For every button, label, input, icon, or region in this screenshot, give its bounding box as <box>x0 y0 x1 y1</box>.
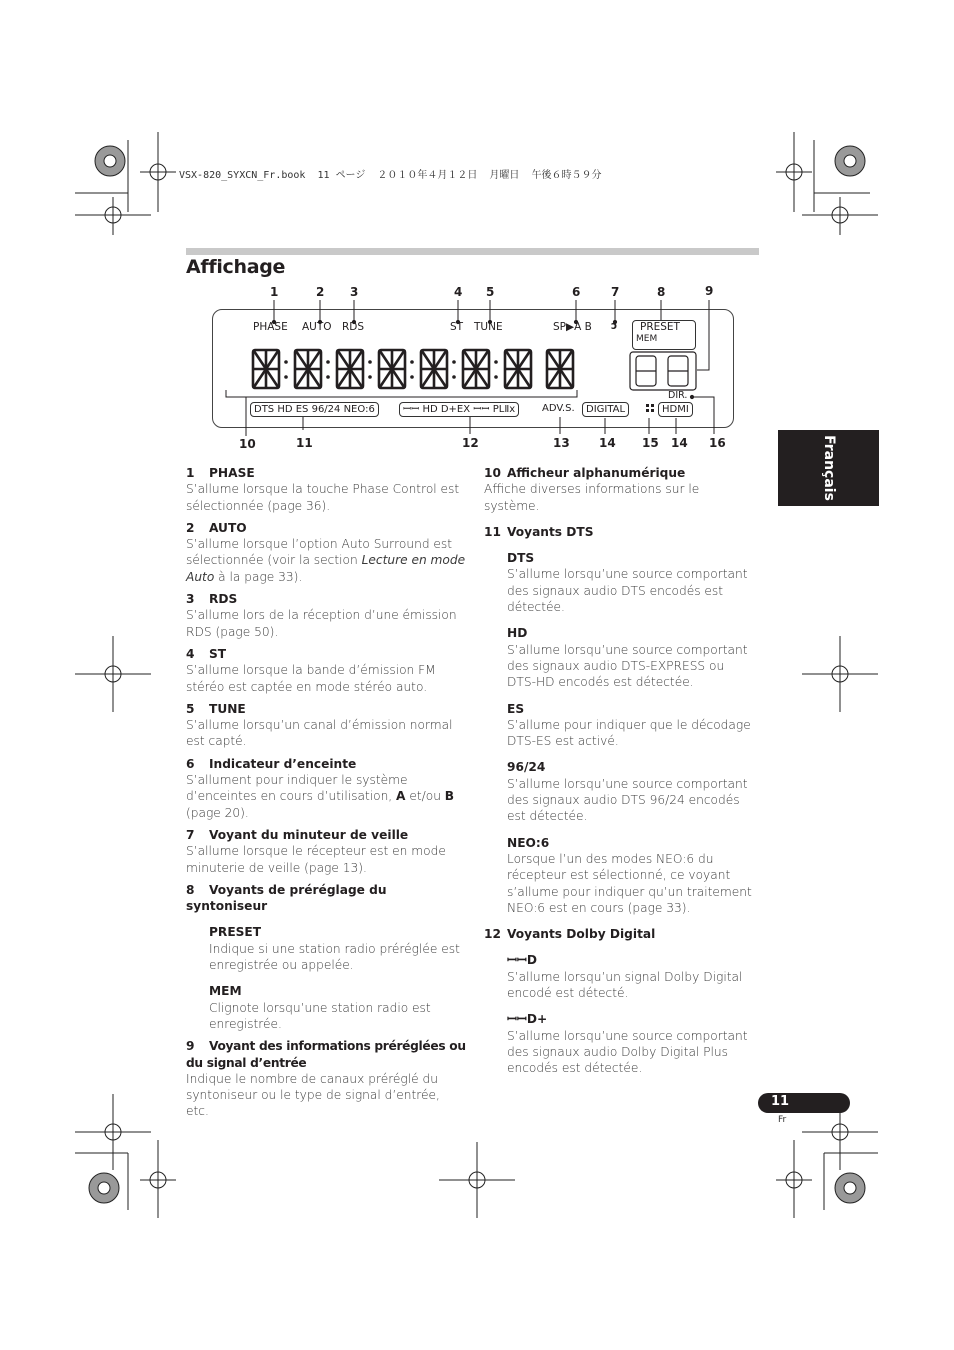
page-number: 11 <box>771 1094 790 1109</box>
left-column <box>186 465 466 1120</box>
sub-heading: ꟷꟷD+ <box>507 1012 548 1027</box>
item-heading: 10 Afficheur alphanumérique <box>484 466 686 480</box>
callout-14b: 14 <box>671 436 688 450</box>
label-digital: DIGITAL <box>582 402 629 417</box>
item-heading: 1 PHASE <box>186 466 255 480</box>
callout-10: 10 <box>239 437 256 451</box>
sub-text: Indique si une station radio préréglée est enregistrée ou appelée. <box>209 941 460 973</box>
item-heading: 7 Voyant du minuteur de veille <box>186 827 409 842</box>
callout-8: 8 <box>657 285 666 299</box>
sub-text: S’allume lorsqu’un signal Dolby Digital encodé est détecté. <box>507 969 743 1001</box>
label-mem: MEM <box>636 334 658 344</box>
right-column <box>484 465 756 1077</box>
sub-heading: PRESET <box>209 925 262 940</box>
sub-heading: DTS <box>507 551 535 566</box>
item-heading: 3 RDS <box>186 592 238 607</box>
callout-6: 6 <box>572 285 581 299</box>
preset-box <box>632 320 696 350</box>
label-advs: ADV.S. <box>542 403 575 414</box>
sub-text: S’allume pour indiquer que le décodage DTS-ES est activé. <box>507 717 751 749</box>
sub-text: S’allume lorsqu’une source comportant des signaux audio Dolby Digital Plus encodés est détectée. <box>507 1028 748 1076</box>
item-text: S’allument pour indiquer le système d’enceintes en cours d’utilisation, A et/ou B (page 20). <box>186 773 455 820</box>
item-heading: 11 Voyants DTS <box>484 524 594 539</box>
item-text: S’allume lorsque l’option Auto Surround est sélectionnée (voir la section Lecture en mode Auto à la page 33). <box>186 537 466 584</box>
sub-text: S’allume lorsqu’une source comportant des signaux audio DTS encodés est détectée. <box>507 567 748 615</box>
label-dir: DIR. <box>668 390 688 401</box>
sub-text: S’allume lorsqu’une source comportant des signaux audio DTS-EXPRESS ou DTS-HD encodés est détectée. <box>507 642 748 690</box>
label-phase: PHASE <box>253 321 288 333</box>
item-heading: 6 Indicateur d’enceinte <box>186 756 357 771</box>
label-rds: RDS <box>342 321 365 333</box>
label-hdmi: HDMI <box>658 402 693 417</box>
callout-11: 11 <box>296 436 313 450</box>
label-tune: TUNE <box>474 321 503 333</box>
item-text: S’allume lorsque la bande d’émission FM stéréo est captée en mode stéréo auto. <box>186 663 436 694</box>
sub-heading: NEO:6 <box>507 835 550 850</box>
item-text: S’allume lorsque le récepteur est en mode minuterie de veille (page 13). <box>186 844 446 875</box>
callout-14a: 14 <box>599 436 616 450</box>
callout-2: 2 <box>316 285 325 299</box>
item-text: S’allume lorsque la touche Phase Control est sélectionnée (page 36). <box>186 482 460 513</box>
item-heading: 2 AUTO <box>186 520 247 535</box>
sub-heading: HD <box>507 626 528 641</box>
callout-15: 15 <box>642 436 659 450</box>
sub-text: Clignote lorsqu’une station radio est enregistrée. <box>209 1000 431 1031</box>
print-header: VSX-820_SYXCN_Fr.book 11 ページ ２０１０年４月１２日 月曜日 午後６時５９分 <box>179 170 602 181</box>
item-text: Indique le nombre de canaux préréglé du syntoniseur ou le type de signal d’entrée, etc. <box>186 1071 440 1119</box>
label-st: ST <box>450 321 464 333</box>
section-title: Affichage <box>186 256 286 278</box>
label-auto: AUTO <box>302 321 332 333</box>
item-text: S’allume lors de la réception d’une émission RDS (page 50). <box>186 608 457 639</box>
item-heading: 12 Voyants Dolby Digital <box>484 927 656 942</box>
item-heading: 9 Voyant des informations préréglées ou du signal d’entrée <box>186 1039 466 1070</box>
callout-3: 3 <box>350 285 359 299</box>
label-preset: PRESET <box>640 321 680 333</box>
sub-text: S’allume lorsqu’une source comportant des signaux audio DTS 96/24 encodés est détectée. <box>507 776 748 824</box>
label-speaker: SP▶A B <box>553 321 592 333</box>
callout-5: 5 <box>486 285 495 299</box>
sub-heading: MEM <box>209 984 242 999</box>
callout-4: 4 <box>454 285 463 299</box>
callout-13: 13 <box>553 436 570 450</box>
figure-leaders <box>0 0 954 460</box>
dolby-indicators: ꟷꟷ HD D+EX ꟷꟷ PLⅡx <box>399 402 519 417</box>
sub-heading: ꟷꟷD <box>507 953 537 968</box>
sub-heading: ES <box>507 701 525 716</box>
item-text: Affiche diverses informations sur le système. <box>484 482 700 513</box>
callout-16: 16 <box>709 436 726 450</box>
item-text: S’allume lorsqu’un canal d’émission normal est capté. <box>186 718 453 749</box>
item-heading: 4 ST <box>186 646 227 661</box>
sleep-icon: ↄ <box>611 320 618 332</box>
callout-9: 9 <box>705 284 714 298</box>
callout-7: 7 <box>611 285 620 299</box>
sub-heading: 96/24 <box>507 760 546 775</box>
page-language: Fr <box>778 1115 787 1125</box>
callout-12: 12 <box>462 436 479 450</box>
dts-indicators: DTS HD ES 96/24 NEO:6 <box>250 402 379 417</box>
callout-1: 1 <box>270 285 279 299</box>
language-tab-label: Français <box>820 435 837 501</box>
sub-text: Lorsque l’un des modes NEO:6 du récepteur est sélectionné, ce voyant s’allume pour indiquer qu’un traitement NEO:6 est en cours (page 33). <box>507 851 752 915</box>
item-heading: 5 TUNE <box>186 701 246 716</box>
item-heading: 8 Voyants de préréglage du syntoniseur <box>186 882 387 914</box>
